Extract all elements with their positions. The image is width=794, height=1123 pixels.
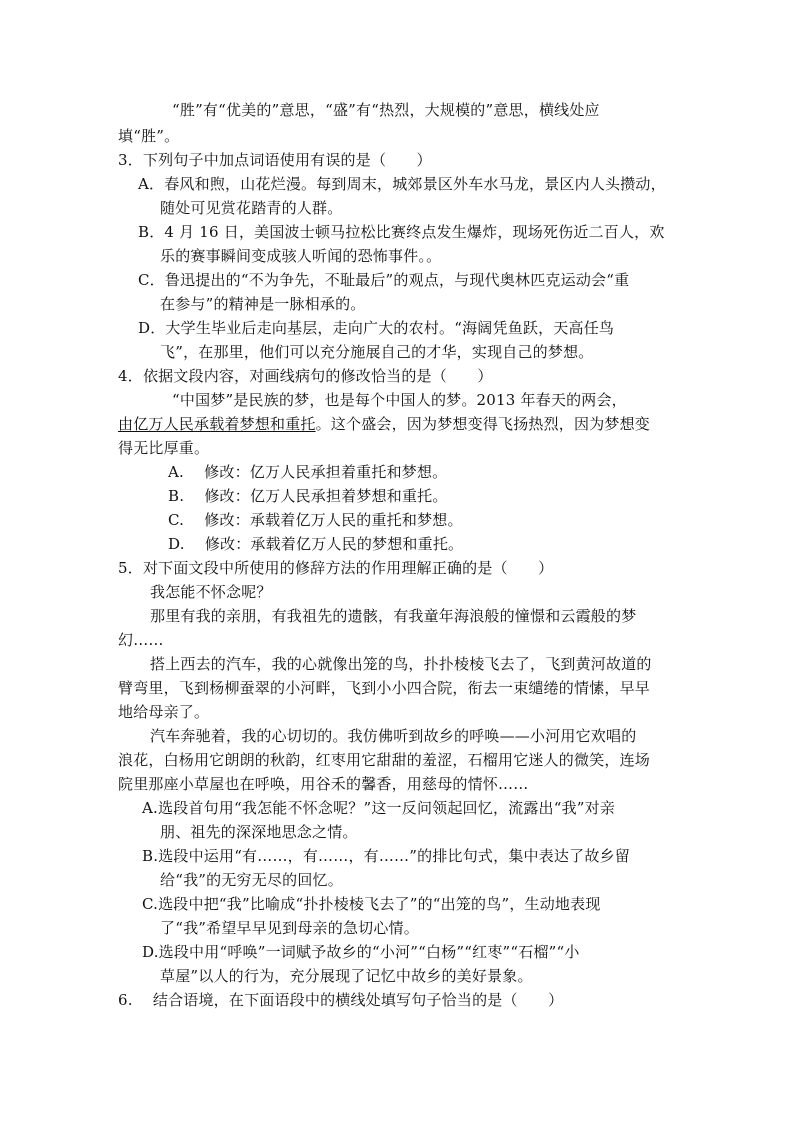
q4-passage-line: 得无比厚重。 xyxy=(118,439,210,457)
q4-passage-rest: 。这个盛会，因为梦想变得飞扬热烈，因为梦想变 xyxy=(315,415,651,433)
question-3-stem: 3．下列句子中加点词语使用有误的是（ ） xyxy=(118,151,432,169)
q5-passage-line: 幻…… xyxy=(118,631,164,649)
question-6-stem: 6. 结合语境，在下面语段中的横线处填写句子恰当的是（ ） xyxy=(118,991,564,1009)
q5-option-b-cont: 给“我”的无穷无尽的回忆。 xyxy=(160,871,343,889)
q3-option-a: A．春风和煦，山花烂漫。每到周末，城郊景区外车水马龙，景区内人头攒动， xyxy=(138,175,666,193)
question-4-stem: 4．依据文段内容，对画线病句的修改恰当的是（ ） xyxy=(118,367,493,385)
q5-option-d-cont: 草屋”以人的行为，充分展现了记忆中故乡的美好景象。 xyxy=(160,967,533,985)
intro-line: “胜”有“优美的”意思，“盛”有“热烈，大规模的”意思，横线处应 xyxy=(172,101,600,119)
q5-option-a: A.选段首句用“我怎能不怀念呢？”这一反问领起回忆，流露出“我”对亲 xyxy=(142,799,616,817)
q5-option-b: B.选段中运用“有……，有……，有……”的排比句式，集中表达了故乡留 xyxy=(142,847,630,865)
underlined-sentence: 由亿万人民承载着梦想和重托 xyxy=(118,415,316,433)
q5-option-a-cont: 朋、祖先的深深地思念之情。 xyxy=(160,823,358,841)
q4-passage-line: “中国梦”是民族的梦，也是每个中国人的梦。2013 年春天的两会， xyxy=(172,391,627,409)
q4-option-c: C. 修改：承载着亿万人民的重托和梦想。 xyxy=(168,511,463,529)
q5-passage-line: 院里那座小草屋也在呼唤，用谷禾的馨香，用慈母的情怀…… xyxy=(118,775,529,793)
q5-option-c-cont: 了“我”希望早早见到母亲的急切心情。 xyxy=(160,919,419,937)
q5-option-d: D.选段中用“呼唤”一词赋予故乡的“小河”“白杨”“红枣”“石榴”“小 xyxy=(142,943,580,961)
q5-passage-line: 地给母亲了。 xyxy=(118,703,210,721)
q4-option-d: D. 修改：承载着亿万人民的梦想和重托。 xyxy=(168,535,464,553)
q5-passage-line: 那里有我的亲朋，有我祖先的遗骸，有我童年海浪般的憧憬和云霞般的梦 xyxy=(150,607,637,625)
q3-option-b: B．4 月 16 日，美国波士顿马拉松比赛终点发生爆炸，现场死伤近二百人，欢 xyxy=(138,223,665,241)
q4-option-b: B. 修改：亿万人民承担着梦想和重托。 xyxy=(168,487,448,505)
q5-passage-line: 浪花，白杨用它朗朗的秋韵，红枣用它甜甜的羞涩，石榴用它迷人的微笑，连场 xyxy=(118,751,651,769)
q4-passage-line xyxy=(118,414,650,434)
q5-passage-line: 汽车奔驰着，我的心切切的。我仿佛听到故乡的呼唤——小河用它欢唱的 xyxy=(150,727,637,745)
q4-option-a: A. 修改：亿万人民承担着重托和梦想。 xyxy=(168,463,448,481)
q5-passage-line: 臂弯里，飞到杨柳蚕翠的小河畔，飞到小小四合院，衔去一束缱绻的情愫，早早 xyxy=(118,679,651,697)
q3-option-a-cont: 随处可见赏花踏青的人群。 xyxy=(160,199,343,217)
intro-line: 填“胜”。 xyxy=(118,127,180,145)
q3-option-d-cont: 飞”，在那里，他们可以充分施展自己的才华，实现自己的梦想。 xyxy=(160,343,594,361)
question-5-stem: 5．对下面文段中所使用的修辞方法的作用理解正确的是（ ） xyxy=(118,559,554,577)
q3-option-c: C．鲁迅提出的“不为争先，不耻最后”的观点，与现代奥林匹克运动会“重 xyxy=(138,271,630,289)
q3-option-c-cont: 在参与”的精神是一脉相承的。 xyxy=(160,295,366,313)
q3-option-d: D．大学生毕业后走向基层，走向广大的农村。“海阔凭鱼跃，天高任鸟 xyxy=(138,319,615,337)
q3-option-b-cont: 乐的赛事瞬间变成骇人听闻的恐怖事件。。 xyxy=(160,247,442,265)
q5-option-c: C.选段中把“我”比喻成“扑扑棱棱飞去了”的“出笼的鸟”，生动地表现 xyxy=(142,895,601,913)
q5-passage-line: 我怎能不怀念呢？ xyxy=(150,583,272,601)
q5-passage-line: 搭上西去的汽车，我的心就像出笼的鸟，扑扑棱棱飞去了，飞到黄河故道的 xyxy=(150,655,652,673)
